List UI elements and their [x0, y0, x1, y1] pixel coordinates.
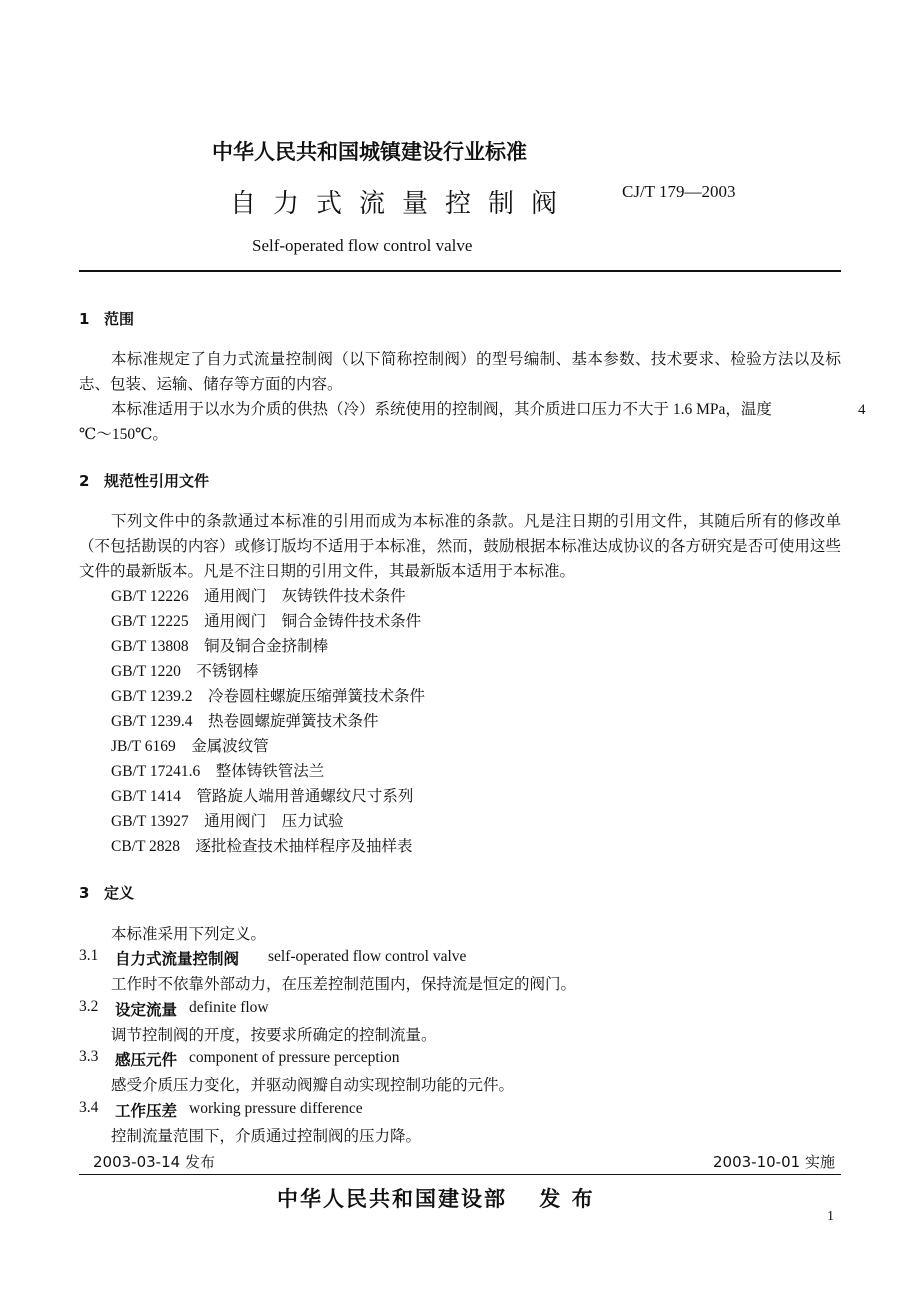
- section-3-heading: [79, 882, 134, 903]
- section-number: 3: [79, 884, 90, 902]
- reference-list: [111, 584, 425, 859]
- implementation-date: 2003-10-01 实施: [713, 1153, 835, 1171]
- section-title: 定义: [104, 884, 135, 902]
- definition-term: 自力式流量控制阀: [115, 950, 240, 968]
- header-rule: [79, 270, 841, 272]
- reference-item: GB/T 13927 通用阀门 压力试验: [111, 813, 344, 830]
- reference-item: GB/T 12226 通用阀门 灰铸铁件技术条件: [111, 588, 406, 605]
- section-2-intro: [79, 509, 841, 584]
- issue-date: 2003-03-14 发布: [93, 1153, 215, 1171]
- scope-paragraph: 本标准规定了自力式流量控制阀（以下简称控制阀）的型号编制、基本参数、技术要求、检验方法以及标志、包装、运输、储存等方面的内容。: [79, 351, 841, 393]
- reference-item: GB/T 1239.2 冷卷圆柱螺旋压缩弹簧技术条件: [111, 688, 426, 705]
- definition-body: 感受介质压力变化，并驱动阀瓣自动实现控制功能的元件。: [111, 1077, 515, 1094]
- reference-item: GB/T 13808 铜及铜合金挤制棒: [111, 638, 329, 655]
- section-2-heading: [79, 470, 209, 491]
- definition-term: 工作压差: [115, 1102, 178, 1120]
- definition-number: 3.4: [79, 1099, 99, 1116]
- issuer-title: 中华人民共和国城镇建设行业标准: [212, 140, 527, 164]
- definition-term: 设定流量: [115, 1001, 178, 1019]
- footer-rule: [79, 1174, 841, 1175]
- section-1-heading: [79, 308, 134, 329]
- definition-number: 3.3: [79, 1048, 99, 1065]
- reference-item: GB/T 17241.6 整体铸铁管法兰: [111, 763, 325, 780]
- publisher: 中华人民共和国建设部 发 布: [277, 1187, 595, 1211]
- page-number: 1: [827, 1209, 834, 1224]
- definition-term-en: self-operated flow control valve: [268, 948, 467, 965]
- section-title: 规范性引用文件: [104, 472, 210, 490]
- definition-number: 3.1: [79, 947, 99, 964]
- definition-term-en: definite flow: [189, 999, 269, 1016]
- reference-item: GB/T 1220 不锈钢棒: [111, 663, 259, 680]
- definition-term: 感压元件: [115, 1051, 178, 1069]
- section-title: 范围: [104, 310, 135, 328]
- definition-number: 3.2: [79, 998, 99, 1015]
- standard-code: CJ/T 179—2003: [622, 182, 736, 201]
- definition-body: 控制流量范围下，介质通过控制阀的压力降。: [111, 1128, 422, 1145]
- section-number: 1: [79, 310, 90, 328]
- reference-item: CB/T 2828 逐批检查技术抽样程序及抽样表: [111, 838, 413, 855]
- english-title: Self-operated flow control valve: [252, 236, 473, 255]
- definition-term-en: working pressure difference: [189, 1100, 363, 1117]
- applicability-line: 本标准适用于以水为介质的供热（冷）系统使用的控制阀，其介质进口压力不大于 1.6 MPa，温度: [111, 401, 772, 418]
- reference-item: GB/T 1414 管路旋人端用普通螺纹尺寸系列: [111, 788, 414, 805]
- definition-term-en: component of pressure perception: [189, 1049, 400, 1066]
- references-intro: 下列文件中的条款通过本标准的引用而成为本标准的条款。凡是注日期的引用文件，其随后所有的修改单（不包括勘误的内容）或修订版均不适用于本标准，然而，鼓励根据本标准达成协议的各方研究是否可使用这些文件的最新版本。凡是不注日期的引用文件，其最新版本适用于本标准。: [79, 513, 841, 580]
- reference-item: GB/T 12225 通用阀门 铜合金铸件技术条件: [111, 613, 422, 630]
- definition-body: 工作时不依靠外部动力，在压差控制范围内，保持流是恒定的阀门。: [111, 976, 577, 993]
- section-1-body: [79, 347, 841, 447]
- definition-body: 调节控制阀的开度，按要求所确定的控制流量。: [111, 1027, 437, 1044]
- reference-item: JB/T 6169 金属波纹管: [111, 738, 269, 755]
- document-title: 自力式流量控制阀: [230, 189, 575, 218]
- definitions-intro: 本标准采用下列定义。: [111, 926, 267, 943]
- reference-item: GB/T 1239.4 热卷圆螺旋弹簧技术条件: [111, 713, 379, 730]
- section-number: 2: [79, 472, 90, 490]
- applicability-line-2: ℃～150℃。: [79, 426, 168, 443]
- margin-note: 4: [858, 402, 866, 418]
